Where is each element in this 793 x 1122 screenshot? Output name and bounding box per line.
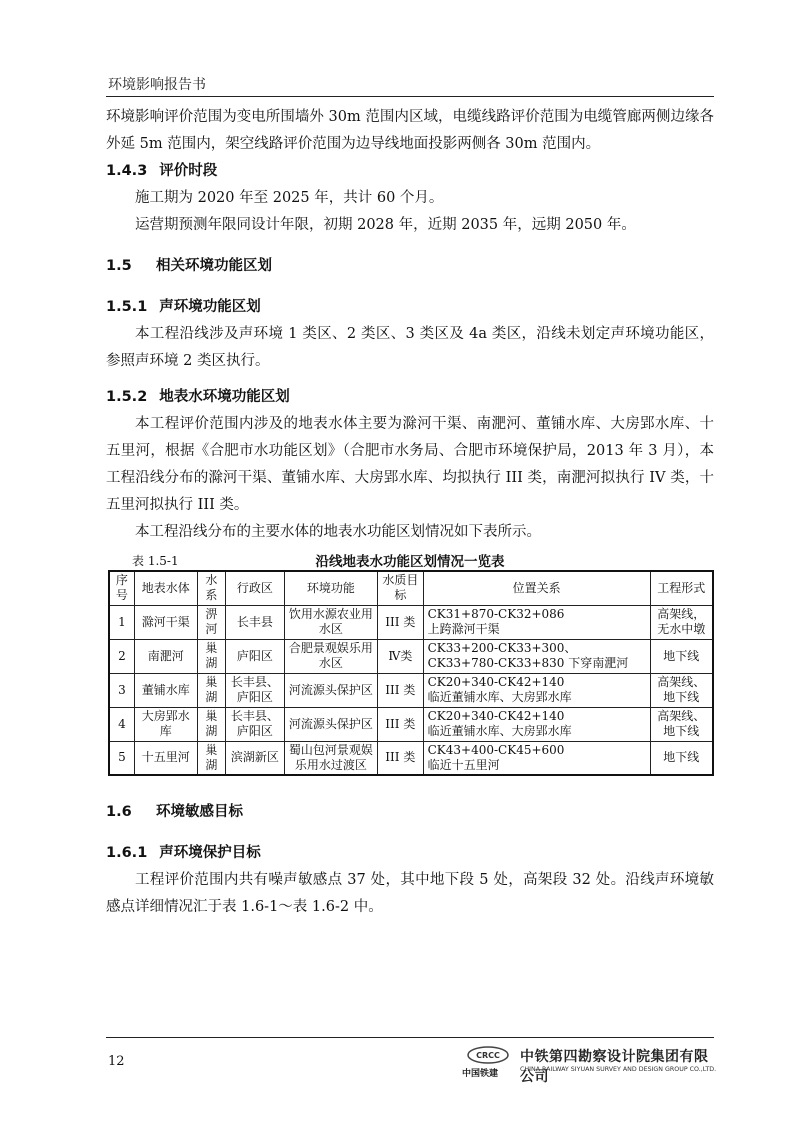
- table-cell: III 类: [378, 605, 424, 639]
- table-cell: 地下线: [650, 741, 713, 775]
- table-cell: III 类: [378, 673, 424, 707]
- heading-title: 环境敏感目标: [156, 804, 243, 820]
- table-cell: III 类: [378, 707, 424, 741]
- table-header-cell: 位置关系: [423, 571, 650, 605]
- heading-title: 地表水环境功能区划: [159, 389, 290, 405]
- table-cell: CK31+870-CK32+086 上跨滁河干渠: [423, 605, 650, 639]
- document-body: [106, 104, 714, 921]
- footer-divider: [106, 1037, 714, 1038]
- table-cell: 庐阳区: [226, 639, 285, 673]
- paragraph-table-intro: 本工程沿线分布的主要水体的地表水功能区划情况如下表所示。: [135, 524, 541, 540]
- heading-title: 声环境保护目标: [159, 845, 261, 861]
- table-cell: 董铺水库: [134, 673, 197, 707]
- table-body: [109, 605, 713, 775]
- paragraph-assessment-scope: 环境影响评价范围为变电所围墙外 30m 范围内区域，电缆线路评价范围为电缆管廊两侧边缘各外延 5m 范围内，架空线路评价范围为边导线地面投影两侧各 30m 范围内。: [106, 109, 714, 152]
- paragraph-operation-period: 运营期预测年限同设计年限，初期 2028 年，近期 2035 年，远期 2050 年。: [135, 217, 636, 233]
- heading-1-6-1: [106, 840, 714, 867]
- table-cell: 河流源头保护区: [284, 707, 377, 741]
- heading-number: 1.5.1: [106, 299, 148, 315]
- paragraph-construction-period: 施工期为 2020 年至 2025 年，共计 60 个月。: [135, 190, 444, 206]
- table-cell: 4: [109, 707, 134, 741]
- company-name-en: CHINA RAILWAY SIYUAN SURVEY AND DESIGN GROUP CO.,LTD.: [520, 1066, 717, 1073]
- table-cell: CK33+200-CK33+300、 CK33+780-CK33+830 下穿南淝河: [423, 639, 650, 673]
- table-cell: 巢湖: [197, 673, 225, 707]
- table-header-cell: 水质目标: [378, 571, 424, 605]
- table-cell: CK20+340-CK42+140 临近董铺水库、大房郢水库: [423, 673, 650, 707]
- table-header-cell: 序号: [109, 571, 134, 605]
- paragraph-surface-water: 本工程评价范围内涉及的地表水体主要为滁河干渠、南淝河、董铺水库、大房郢水库、十五里河，根据《合肥市水功能区划》（合肥市水务局、合肥市环境保护局，2013 年 3 月），本工程沿线分布的滁河干渠、董铺水库、大房郢水库、均拟执行 III 类，南淝河拟执行 IV 类，十五里河拟执行 III 类。: [106, 416, 714, 513]
- table-title: 沿线地表水功能区划情况一览表: [315, 554, 505, 570]
- table-row: [109, 673, 713, 707]
- table-cell: 巢湖: [197, 741, 225, 775]
- table-caption: [106, 550, 714, 570]
- table-cell: 蜀山包河景观娱乐用水过渡区: [284, 741, 377, 775]
- table-header-cell: 地表水体: [134, 571, 197, 605]
- table-cell: CK43+400-CK45+600 临近十五里河: [423, 741, 650, 775]
- table-header-cell: 水系: [197, 571, 225, 605]
- table-header-cell: 行政区: [226, 571, 285, 605]
- table-header-cell: 工程形式: [650, 571, 713, 605]
- table-cell: 滁河干渠: [134, 605, 197, 639]
- table-row: [109, 639, 713, 673]
- logo-subtitle: 中国铁建: [462, 1069, 499, 1079]
- table-header-cell: 环境功能: [284, 571, 377, 605]
- heading-number: 1.5.2: [106, 389, 148, 405]
- table-cell: 巢湖: [197, 707, 225, 741]
- table-row: [109, 707, 713, 741]
- page-header-title: 环境影响报告书: [108, 77, 206, 93]
- table-cell: 高架线、 地下线: [650, 673, 713, 707]
- paragraph-sensitive-points: 工程评价范围内共有噪声敏感点 37 处，其中地下段 5 处，高架段 32 处。沿线声环境敏感点详细情况汇于表 1.6-1～表 1.6-2 中。: [106, 872, 714, 915]
- header-divider: [106, 96, 714, 97]
- table-cell: 南淝河: [134, 639, 197, 673]
- table-cell: III 类: [378, 741, 424, 775]
- crcc-logo-icon: [466, 1044, 510, 1066]
- table-number: 表 1.5-1: [132, 554, 179, 568]
- table-cell: 合肥景观娱乐用水区: [284, 639, 377, 673]
- heading-number: 1.4.3: [106, 163, 148, 179]
- table-cell: 饮用水源农业用水区: [284, 605, 377, 639]
- table-cell: 3: [109, 673, 134, 707]
- table-cell: Ⅳ类: [378, 639, 424, 673]
- table-cell: 5: [109, 741, 134, 775]
- surface-water-table: [108, 570, 714, 776]
- table-cell: CK20+340-CK42+140 临近董铺水库、大房郢水库: [423, 707, 650, 741]
- table-cell: 1: [109, 605, 134, 639]
- heading-1-5: [106, 253, 714, 280]
- heading-title: 评价时段: [159, 163, 218, 179]
- heading-1-5-2: [106, 384, 714, 411]
- heading-number: 1.5: [106, 258, 132, 274]
- table-cell: 大房郢水库: [134, 707, 197, 741]
- logo-mark-text: CRCC: [476, 1051, 500, 1060]
- paragraph-noise-zoning: 本工程沿线涉及声环境 1 类区、2 类区、3 类区及 4a 类区，沿线未划定声环境功能区，参照声环境 2 类区执行。: [106, 326, 714, 369]
- table-cell: 高架线， 无水中墩: [650, 605, 713, 639]
- company-name-cn: 中铁第四勘察设计院集团有限公司: [520, 1049, 709, 1085]
- heading-number: 1.6.1: [106, 845, 148, 861]
- table-row: [109, 605, 713, 639]
- table-cell: 淠河: [197, 605, 225, 639]
- table-cell: 长丰县: [226, 605, 285, 639]
- heading-title: 相关环境功能区划: [156, 258, 272, 274]
- table-row: [109, 741, 713, 775]
- heading-number: 1.6: [106, 804, 132, 820]
- table-cell: 滨湖新区: [226, 741, 285, 775]
- table-cell: 地下线: [650, 639, 713, 673]
- table-cell: 河流源头保护区: [284, 673, 377, 707]
- page-number: 12: [108, 1054, 125, 1069]
- table-cell: 长丰县、 庐阳区: [226, 673, 285, 707]
- company-logo: [462, 1044, 717, 1085]
- heading-1-5-1: [106, 294, 714, 321]
- table-header-row: [109, 571, 713, 605]
- heading-title: 声环境功能区划: [159, 299, 261, 315]
- heading-1-6: [106, 799, 714, 826]
- table-cell: 高架线、 地下线: [650, 707, 713, 741]
- table-cell: 长丰县、 庐阳区: [226, 707, 285, 741]
- heading-1-4-3: [106, 158, 714, 185]
- table-cell: 2: [109, 639, 134, 673]
- table-cell: 十五里河: [134, 741, 197, 775]
- table-cell: 巢湖: [197, 639, 225, 673]
